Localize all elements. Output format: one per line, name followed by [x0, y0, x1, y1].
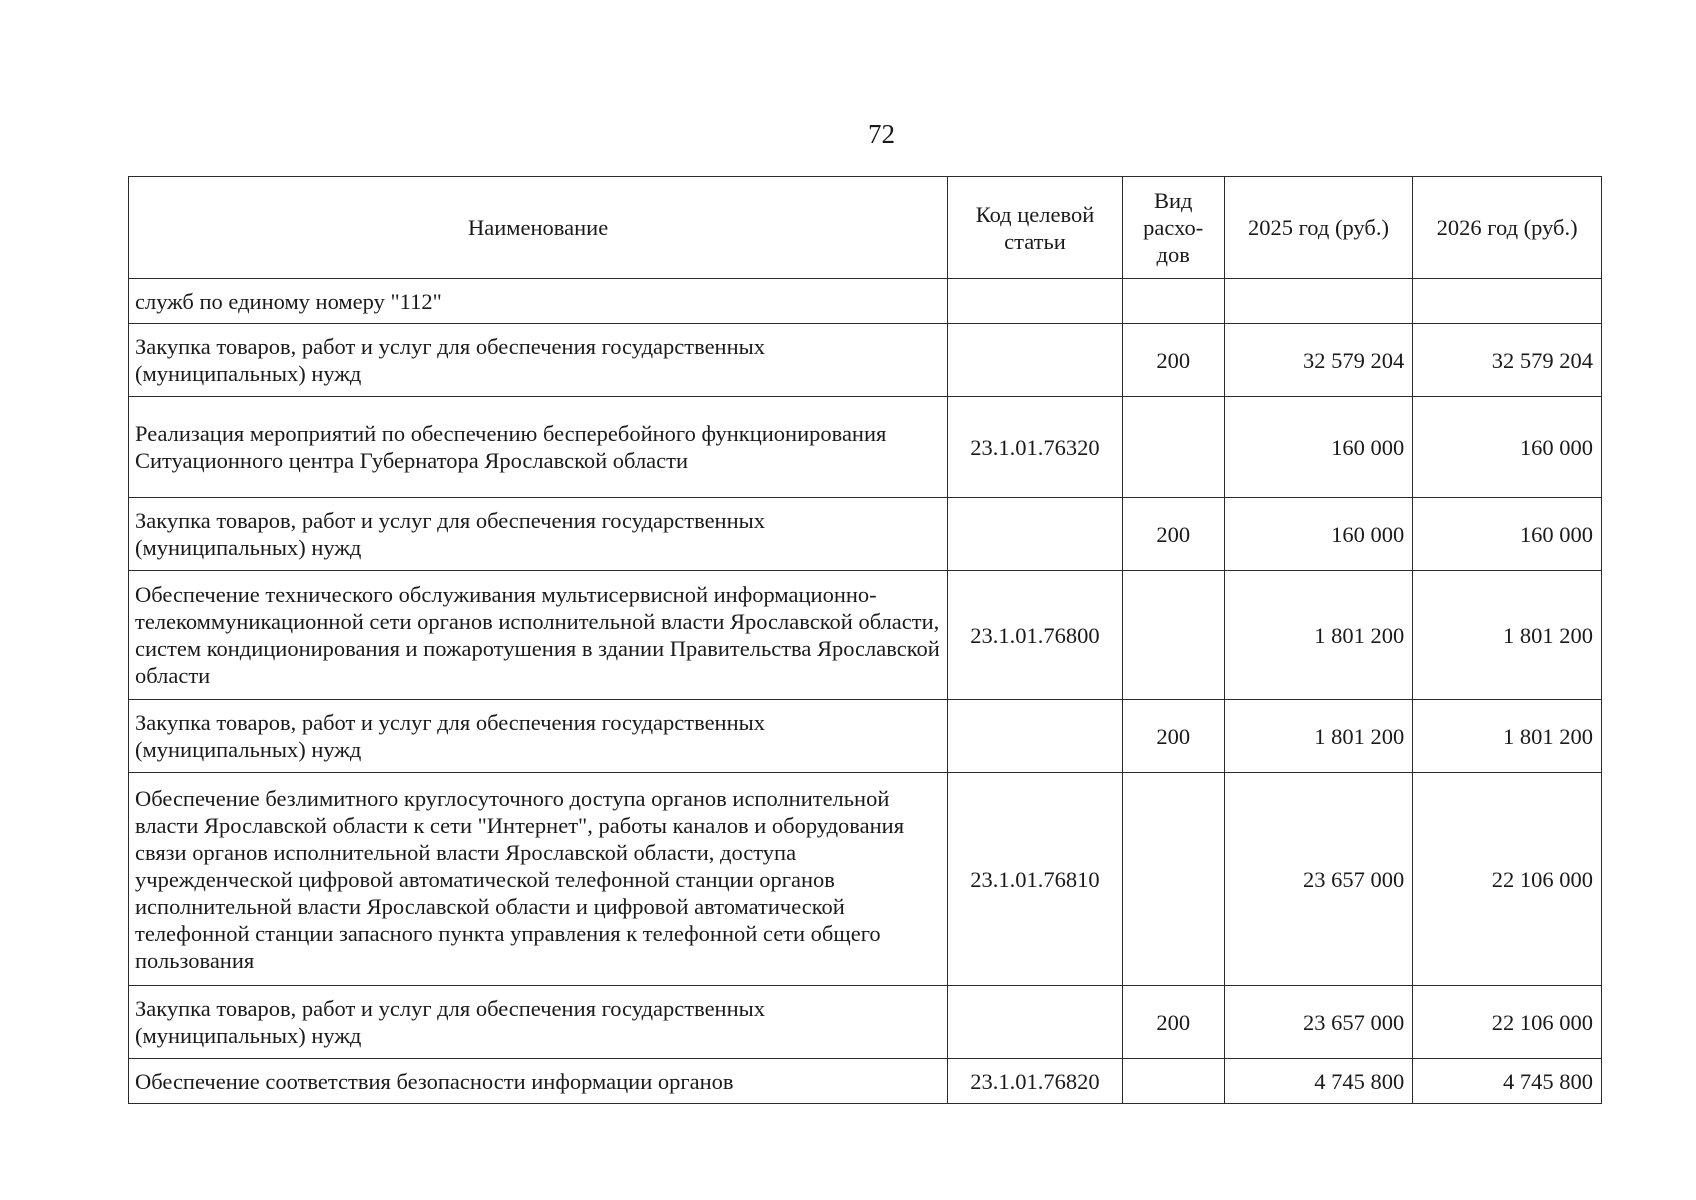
row-2026-amount: 32 579 204	[1413, 324, 1602, 397]
row-kind: 200	[1122, 700, 1224, 773]
row-name: Закупка товаров, работ и услуг для обеспечения государственных (муниципальных) нужд	[129, 498, 948, 571]
row-2025-amount: 160 000	[1224, 498, 1413, 571]
row-kind: 200	[1122, 986, 1224, 1059]
row-2025-amount: 1 801 200	[1224, 571, 1413, 700]
header-2025: 2025 год (руб.)	[1224, 177, 1413, 279]
row-code	[948, 498, 1123, 571]
row-2025-amount: 4 745 800	[1224, 1059, 1413, 1104]
row-name: служб по единому номеру "112"	[129, 279, 948, 324]
row-2026-amount: 22 106 000	[1413, 773, 1602, 986]
table-row	[129, 773, 1602, 986]
row-name: Обеспечение соответствия безопасности информации органов	[129, 1059, 948, 1104]
row-2026-amount: 22 106 000	[1413, 986, 1602, 1059]
row-2025-amount: 160 000	[1224, 397, 1413, 498]
row-name: Закупка товаров, работ и услуг для обеспечения государственных (муниципальных) нужд	[129, 324, 948, 397]
row-kind	[1122, 773, 1224, 986]
row-2026-amount: 160 000	[1413, 397, 1602, 498]
row-2025-amount: 1 801 200	[1224, 700, 1413, 773]
row-kind: 200	[1122, 498, 1224, 571]
row-name: Обеспечение технического обслуживания мультисервисной информационно-телекоммуникационной сети органов исполнительной власти Ярославской области, систем кондиционирования и пожаротушения в здании Правительства Ярославской области	[129, 571, 948, 700]
row-name: Обеспечение безлимитного круглосуточного доступа органов исполнительной власти Ярославской области к сети "Интернет", работы каналов и оборудования связи органов исполнительной власти Ярославской области, доступа учрежденческой цифровой автоматической телефонной станции органов исполнительной власти Ярославской области и цифровой автоматической телефонной станции запасного пункта управления к телефонной сети общего пользования	[129, 773, 948, 986]
row-code: 23.1.01.76810	[948, 773, 1123, 986]
row-name: Реализация мероприятий по обеспечению бесперебойного функционирования Ситуационного центра Губернатора Ярославской области	[129, 397, 948, 498]
table-row	[129, 324, 1602, 397]
row-code: 23.1.01.76800	[948, 571, 1123, 700]
row-2026-amount: 1 801 200	[1413, 571, 1602, 700]
table-header-row	[129, 177, 1602, 279]
row-code: 23.1.01.76820	[948, 1059, 1123, 1104]
row-code: 23.1.01.76320	[948, 397, 1123, 498]
budget-table	[128, 176, 1602, 1104]
row-2026-amount	[1413, 279, 1602, 324]
table-row	[129, 279, 1602, 324]
table-row	[129, 397, 1602, 498]
row-kind	[1122, 1059, 1224, 1104]
table-row	[129, 986, 1602, 1059]
row-kind: 200	[1122, 324, 1224, 397]
row-code	[948, 324, 1123, 397]
row-name: Закупка товаров, работ и услуг для обеспечения государственных (муниципальных) нужд	[129, 700, 948, 773]
header-code: Код целевой статьи	[948, 177, 1123, 279]
header-kind: Вид расхо-дов	[1122, 177, 1224, 279]
header-name: Наименование	[129, 177, 948, 279]
row-code	[948, 700, 1123, 773]
table-row	[129, 700, 1602, 773]
row-2025-amount: 32 579 204	[1224, 324, 1413, 397]
row-2025-amount: 23 657 000	[1224, 773, 1413, 986]
row-2026-amount: 1 801 200	[1413, 700, 1602, 773]
row-2026-amount: 160 000	[1413, 498, 1602, 571]
row-kind	[1122, 279, 1224, 324]
row-2026-amount: 4 745 800	[1413, 1059, 1602, 1104]
row-code	[948, 986, 1123, 1059]
table-row	[129, 1059, 1602, 1104]
row-name: Закупка товаров, работ и услуг для обеспечения государственных (муниципальных) нужд	[129, 986, 948, 1059]
row-kind	[1122, 397, 1224, 498]
row-code	[948, 279, 1123, 324]
row-kind	[1122, 571, 1224, 700]
page-number: 72	[868, 119, 895, 149]
row-2025-amount	[1224, 279, 1413, 324]
table-row	[129, 498, 1602, 571]
table-row	[129, 571, 1602, 700]
header-2026: 2026 год (руб.)	[1413, 177, 1602, 279]
row-2025-amount: 23 657 000	[1224, 986, 1413, 1059]
